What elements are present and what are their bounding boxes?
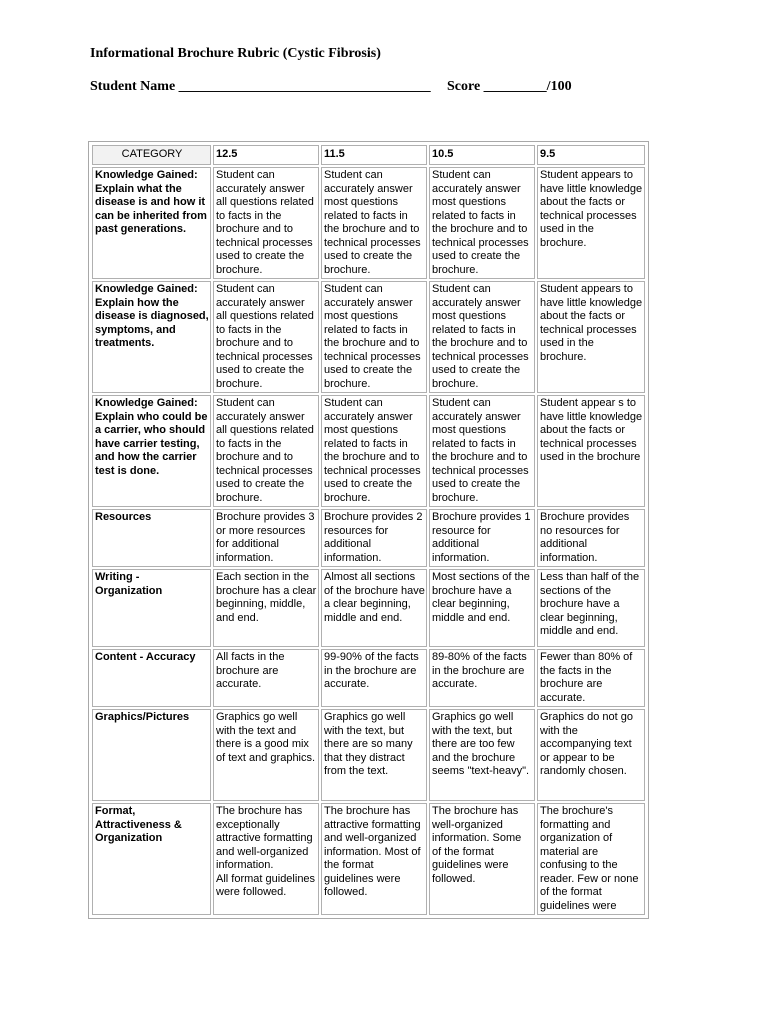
rubric-table bbox=[90, 143, 647, 917]
rubric-cell: Student can accurately answer most questions related to facts in the brochure and to technical processes used to create the brochure. bbox=[321, 167, 427, 279]
rubric-cell-text: The brochure has exceptionally attractive formatting and well-organized information. bbox=[216, 805, 313, 871]
rubric-cell: All facts in the brochure are accurate. bbox=[213, 649, 319, 707]
rubric-cell: Graphics go well with the text and there is a good mix of text and graphics. bbox=[213, 709, 319, 801]
row-category: Content - Accuracy bbox=[92, 649, 211, 707]
table-row bbox=[92, 569, 645, 647]
row-category: Format, Attractiveness & Organization bbox=[92, 803, 211, 915]
rubric-cell bbox=[213, 803, 319, 915]
rubric-cell: Student appears to have little knowledge about the facts or technical processes used in the brochure. bbox=[537, 281, 645, 393]
column-header-score-12-5: 12.5 bbox=[213, 145, 319, 165]
rubric-cell: Brochure provides 3 or more resources for additional information. bbox=[213, 509, 319, 567]
rubric-cell: Graphics do not go with the accompanying text or appear to be randomly chosen. bbox=[537, 709, 645, 801]
rubric-cell: Each section in the brochure has a clear beginning, middle, and end. bbox=[213, 569, 319, 647]
rubric-cell: 99-90% of the facts in the brochure are accurate. bbox=[321, 649, 427, 707]
rubric-cell: Student appear s to have little knowledge about the facts or technical processes used in the brochure bbox=[537, 395, 645, 507]
column-header-score-10-5: 10.5 bbox=[429, 145, 535, 165]
rubric-cell: Most sections of the brochure have a clear beginning, middle and end. bbox=[429, 569, 535, 647]
rubric-cell: Less than half of the sections of the brochure have a clear beginning, middle and end. bbox=[537, 569, 645, 647]
rubric-cell: Student can accurately answer most questions related to facts in the brochure and to technical processes used to create the brochure. bbox=[429, 395, 535, 507]
table-row bbox=[92, 649, 645, 707]
row-category: Knowledge Gained: Explain what the disease is and how it can be inherited from past generations. bbox=[92, 167, 211, 279]
rubric-cell-text-extra: All format guidelines were followed. bbox=[216, 872, 316, 898]
rubric-cell: The brochure has well-organized information. Some of the format guidelines were followed. bbox=[429, 803, 535, 915]
table-row bbox=[92, 281, 645, 393]
rubric-table-frame bbox=[88, 141, 649, 919]
score-line: Score _________/100 bbox=[447, 79, 572, 94]
column-header-category: CATEGORY bbox=[92, 145, 211, 165]
rubric-cell: Student can accurately answer most questions related to facts in the brochure and to technical processes used to create the brochure. bbox=[321, 281, 427, 393]
rubric-cell: The brochure has attractive formatting and well-organized information. Most of the format guidelines were followed. bbox=[321, 803, 427, 915]
rubric-cell: Fewer than 80% of the facts in the brochure are accurate. bbox=[537, 649, 645, 707]
rubric-cell: Student can accurately answer all questions related to facts in the brochure and to technical processes used to create the brochure. bbox=[213, 281, 319, 393]
rubric-cell: The brochure's formatting and organization of material are confusing to the reader. Few or none of the format guidelines were bbox=[537, 803, 645, 915]
rubric-cell: Student can accurately answer all questions related to facts in the brochure and to technical processes used to create the brochure. bbox=[213, 167, 319, 279]
table-row bbox=[92, 803, 645, 915]
table-row bbox=[92, 167, 645, 279]
rubric-header-row bbox=[92, 145, 645, 165]
table-row bbox=[92, 709, 645, 801]
rubric-cell: Brochure provides 1 resource for additional information. bbox=[429, 509, 535, 567]
rubric-cell: Graphics go well with the text, but there are too few and the brochure seems "text-heavy". bbox=[429, 709, 535, 801]
row-category: Graphics/Pictures bbox=[92, 709, 211, 801]
rubric-cell: Student appears to have little knowledge about the facts or technical processes used in the brochure. bbox=[537, 167, 645, 279]
rubric-cell: Student can accurately answer most questions related to facts in the brochure and to technical processes used to create the brochure. bbox=[429, 167, 535, 279]
row-category: Writing - Organization bbox=[92, 569, 211, 647]
rubric-cell: Student can accurately answer most questions related to facts in the brochure and to technical processes used to create the brochure. bbox=[429, 281, 535, 393]
page-title: Informational Brochure Rubric (Cystic Fibrosis) bbox=[90, 46, 381, 61]
rubric-cell: 89-80% of the facts in the brochure are accurate. bbox=[429, 649, 535, 707]
rubric-cell: Student can accurately answer all questions related to facts in the brochure and to technical processes used to create the brochure. bbox=[213, 395, 319, 507]
table-row bbox=[92, 395, 645, 507]
column-header-score-11-5: 11.5 bbox=[321, 145, 427, 165]
student-name-line: Student Name ____________________________________ bbox=[90, 79, 431, 94]
row-category: Knowledge Gained: Explain who could be a carrier, who should have carrier testing, and how the carrier test is done. bbox=[92, 395, 211, 507]
rubric-cell: Almost all sections of the brochure have a clear beginning, middle and end. bbox=[321, 569, 427, 647]
column-header-score-9-5: 9.5 bbox=[537, 145, 645, 165]
row-category: Resources bbox=[92, 509, 211, 567]
rubric-cell: Graphics go well with the text, but there are so many that they distract from the text. bbox=[321, 709, 427, 801]
table-row bbox=[92, 509, 645, 567]
rubric-cell: Student can accurately answer most questions related to facts in the brochure and to technical processes used to create the brochure. bbox=[321, 395, 427, 507]
row-category: Knowledge Gained: Explain how the disease is diagnosed, symptoms, and treatments. bbox=[92, 281, 211, 393]
rubric-cell: Brochure provides no resources for additional information. bbox=[537, 509, 645, 567]
rubric-cell: Brochure provides 2 resources for additional information. bbox=[321, 509, 427, 567]
